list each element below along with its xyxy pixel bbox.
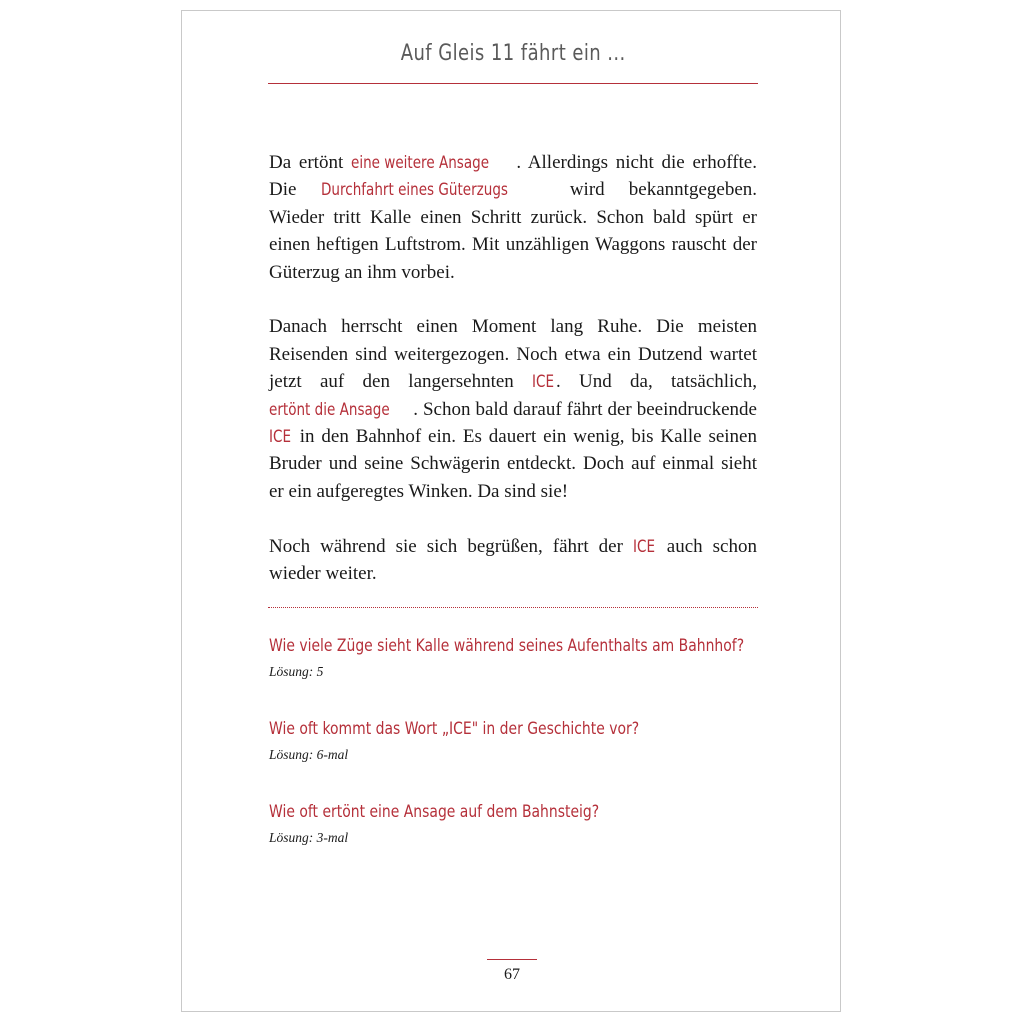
paragraph-2: Danach herrscht einen Moment lang Ruhe. Die meisten Reisenden sind weitergezogen. Noch etwa ein Dutzend wartet jetzt auf den langersehnten ICE. Und da, tatsächlich, ertönt die Ansage . Schon bald darauf fährt der beeindruckende ICE in den Bahnhof ein. Es dauert ein wenig, bis Kalle seinen Bruder und seine Schwägerin entdeckt. Doch auf einmal sieht er ein aufgeregtes Winken. Da sind sie!: [269, 316, 757, 502]
paragraph-1: Da ertönt eine weitere Ansage . Allerdings nicht die erhoffte. Die Durchfahrt eines Güterzugs wird bekanntgegeben. Wieder tritt Kalle einen Schritt zurück. Schon bald spürt er einen heftigen Luftstrom. Mit unzähligen Waggons rauscht der Güterzug an ihm vorbei.: [269, 149, 757, 286]
dotted-separator: [268, 607, 758, 608]
header-divider: [268, 83, 758, 84]
book-page: [181, 10, 841, 1012]
quiz-question: Wie oft ertönt eine Ansage auf dem Bahnsteig?: [269, 802, 600, 822]
quiz-answer: Lösung: 3-mal: [269, 830, 349, 845]
highlight: ertönt die Ansage: [269, 399, 390, 419]
quiz-item-3: [269, 802, 759, 846]
quiz-answer: Lösung: 5: [269, 664, 324, 679]
paragraph-3: Noch während sie sich begrüßen, fährt der ICE auch schon wieder weiter.: [269, 533, 757, 588]
chapter-title: Auf Gleis 11 fährt ein ...: [400, 41, 626, 66]
story-text: [269, 149, 757, 615]
quiz-item-2: [269, 719, 759, 763]
page-number: 67: [504, 966, 520, 983]
highlight: ICE: [632, 536, 655, 556]
quiz-item-1: [269, 636, 759, 680]
quiz-answer: Lösung: 6-mal: [269, 747, 349, 762]
highlight: ICE: [532, 372, 555, 392]
highlight: eine weitere Ansage: [350, 153, 490, 172]
highlight: ICE: [269, 427, 291, 447]
quiz-question: Wie oft kommt das Wort „ICE" in der Geschichte vor?: [269, 719, 640, 739]
highlight: Durchfahrt eines Güterzugs: [320, 180, 508, 200]
footer-divider: [487, 959, 537, 960]
quiz-question: Wie viele Züge sieht Kalle während seines Aufenthalts am Bahnhof?: [269, 636, 745, 656]
running-header: [268, 41, 758, 66]
